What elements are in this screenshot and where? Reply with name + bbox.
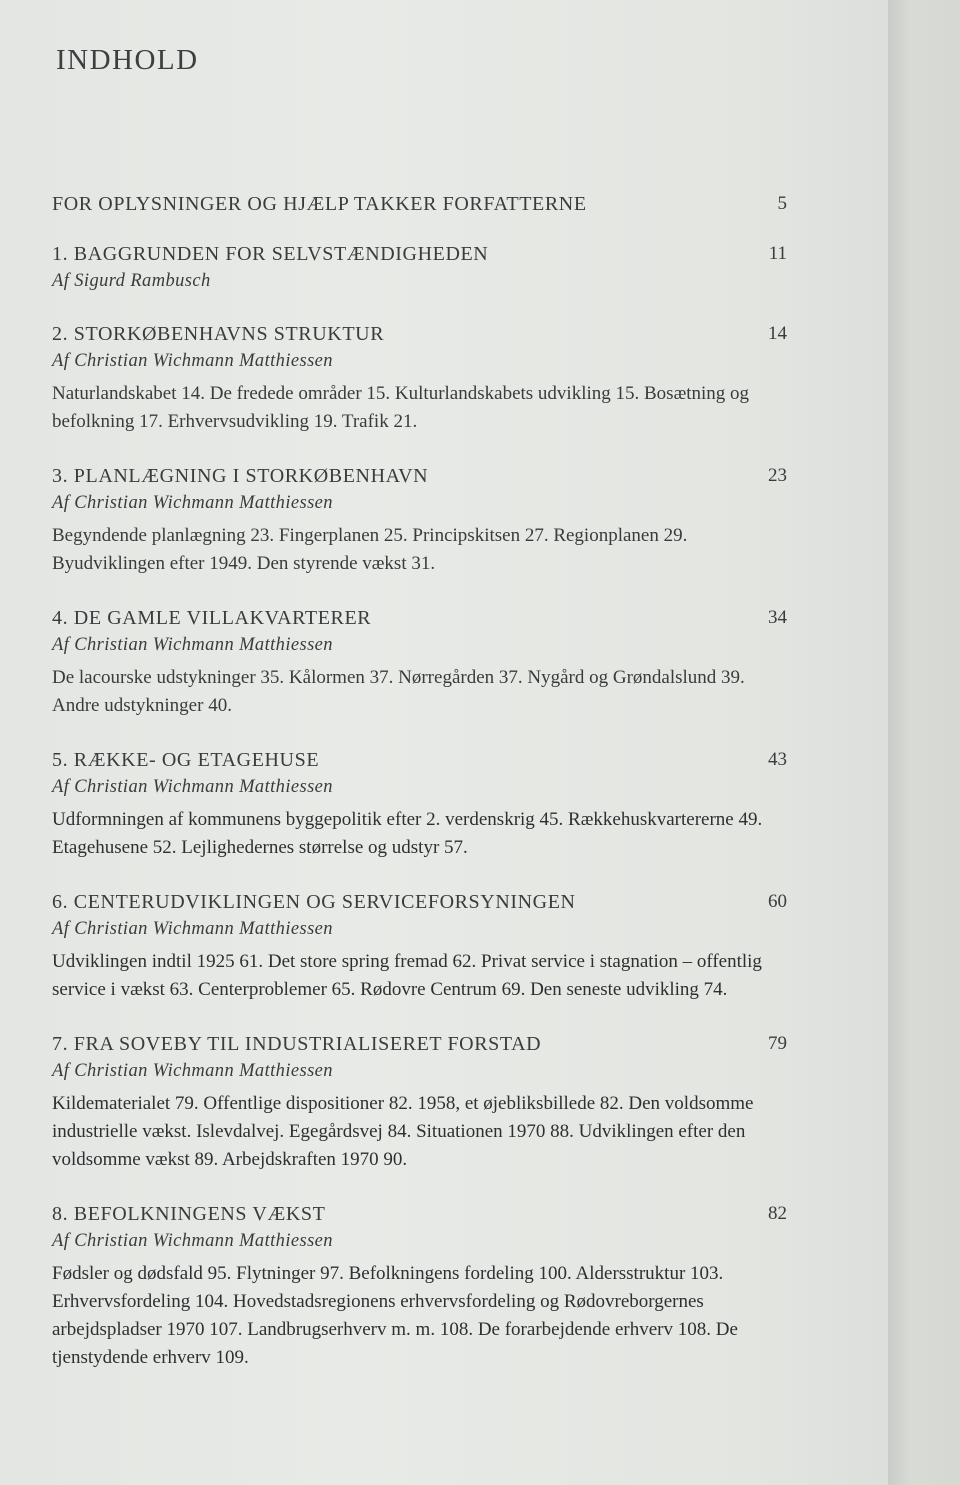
entry-title: 6. CENTERUDVIKLINGEN OG SERVICEFORSYNINGEN	[52, 891, 576, 913]
entry-page-number: 23	[768, 465, 787, 486]
entry-author: Af Christian Wichmann Matthiessen	[52, 919, 333, 939]
entry-summary: Udviklingen indtil 1925 61. Det store spring fremad 62. Privat service i stagnation – offentlig service i vækst 63. Centerproblemer 65. Rødovre Centrum 69. Den seneste udvikling 74.	[52, 951, 762, 1000]
toc-entry-1	[52, 240, 787, 294]
entry-author: Af Christian Wichmann Matthiessen	[52, 777, 333, 797]
entry-title: 1. BAGGRUNDEN FOR SELVSTÆNDIGHEDEN	[52, 243, 489, 265]
entry-title: 2. STORKØBENHAVNS STRUKTUR	[52, 323, 385, 345]
entry-page-number: 79	[768, 1033, 787, 1054]
entry-author: Af Christian Wichmann Matthiessen	[52, 635, 333, 655]
entry-title: 7. FRA SOVEBY TIL INDUSTRIALISERET FORSTAD	[52, 1033, 542, 1055]
entry-page-number: 34	[768, 607, 787, 628]
toc-entry-2	[52, 320, 787, 436]
entry-title: 3. PLANLÆGNING I STORKØBENHAVN	[52, 465, 429, 487]
entry-page-number: 43	[768, 749, 787, 770]
entry-title: 8. BEFOLKNINGENS VÆKST	[52, 1203, 326, 1225]
entry-author: Af Christian Wichmann Matthiessen	[52, 493, 333, 513]
entry-author: Af Christian Wichmann Matthiessen	[52, 1061, 333, 1081]
entry-author: Af Sigurd Rambusch	[52, 271, 211, 291]
entry-page-number: 11	[768, 243, 787, 264]
entry-summary: De lacourske udstykninger 35. Kålormen 37. Nørregården 37. Nygård og Grøndalslund 39. Andre udstykninger 40.	[52, 667, 745, 716]
toc-entry-6	[52, 888, 787, 1004]
entry-title: 4. DE GAMLE VILLAKVARTERER	[52, 607, 372, 629]
entry-page-number: 5	[777, 193, 787, 214]
toc-entry-7	[52, 1030, 787, 1174]
entry-title: FOR OPLYSNINGER OG HJÆLP TAKKER FORFATTERNE	[52, 193, 587, 215]
toc-entry-3	[52, 462, 787, 578]
background-surface	[888, 0, 960, 1485]
toc-entry-5	[52, 746, 787, 862]
entry-summary: Udformningen af kommunens byggepolitik efter 2. verdenskrig 45. Rækkehuskvartererne 49. Etagehusene 52. Lejlighedernes størrelse og udstyr 57.	[52, 809, 763, 858]
entry-author: Af Christian Wichmann Matthiessen	[52, 351, 333, 371]
entry-title: 5. RÆKKE- OG ETAGEHUSE	[52, 749, 320, 771]
entry-page-number: 60	[768, 891, 787, 912]
entry-page-number: 82	[768, 1203, 787, 1224]
toc-entry-8	[52, 1200, 787, 1372]
entry-summary: Naturlandskabet 14. De fredede områder 15. Kulturlandskabets udvikling 15. Bosætning og befolkning 17. Erhvervsudvikling 19. Trafik 21.	[52, 383, 750, 432]
entry-summary: Kildematerialet 79. Offentlige dispositioner 82. 1958, et øjebliksbillede 82. Den voldsomme industrielle vækst. Islevdalvej. Egegårdsvej 84. Situationen 1970 88. Udviklingen efter den voldsomme vækst 89. Arbejdskraften 1970 90.	[52, 1093, 754, 1170]
entry-summary: Begyndende planlægning 23. Fingerplanen 25. Principskitsen 27. Regionplanen 29. Byudviklingen efter 1949. Den styrende vækst 31.	[52, 525, 688, 574]
entry-summary: Fødsler og dødsfald 95. Flytninger 97. Befolkningens fordeling 100. Aldersstruktur 103. Erhvervsfordeling 104. Hovedstadsregionens erhvervsfordeling og Rødovreborgernes arbejdspladser 1970 107. Landbrugserhverv m. m. 108. De forarbejdende erhverv 108. De tjenstydende erhverv 109.	[52, 1263, 738, 1368]
page-title: INDHOLD	[56, 44, 199, 76]
table-of-contents	[52, 190, 787, 1398]
entry-page-number: 14	[768, 323, 787, 344]
toc-entry-acknowledgements	[52, 190, 787, 218]
toc-entry-4	[52, 604, 787, 720]
entry-author: Af Christian Wichmann Matthiessen	[52, 1231, 333, 1251]
